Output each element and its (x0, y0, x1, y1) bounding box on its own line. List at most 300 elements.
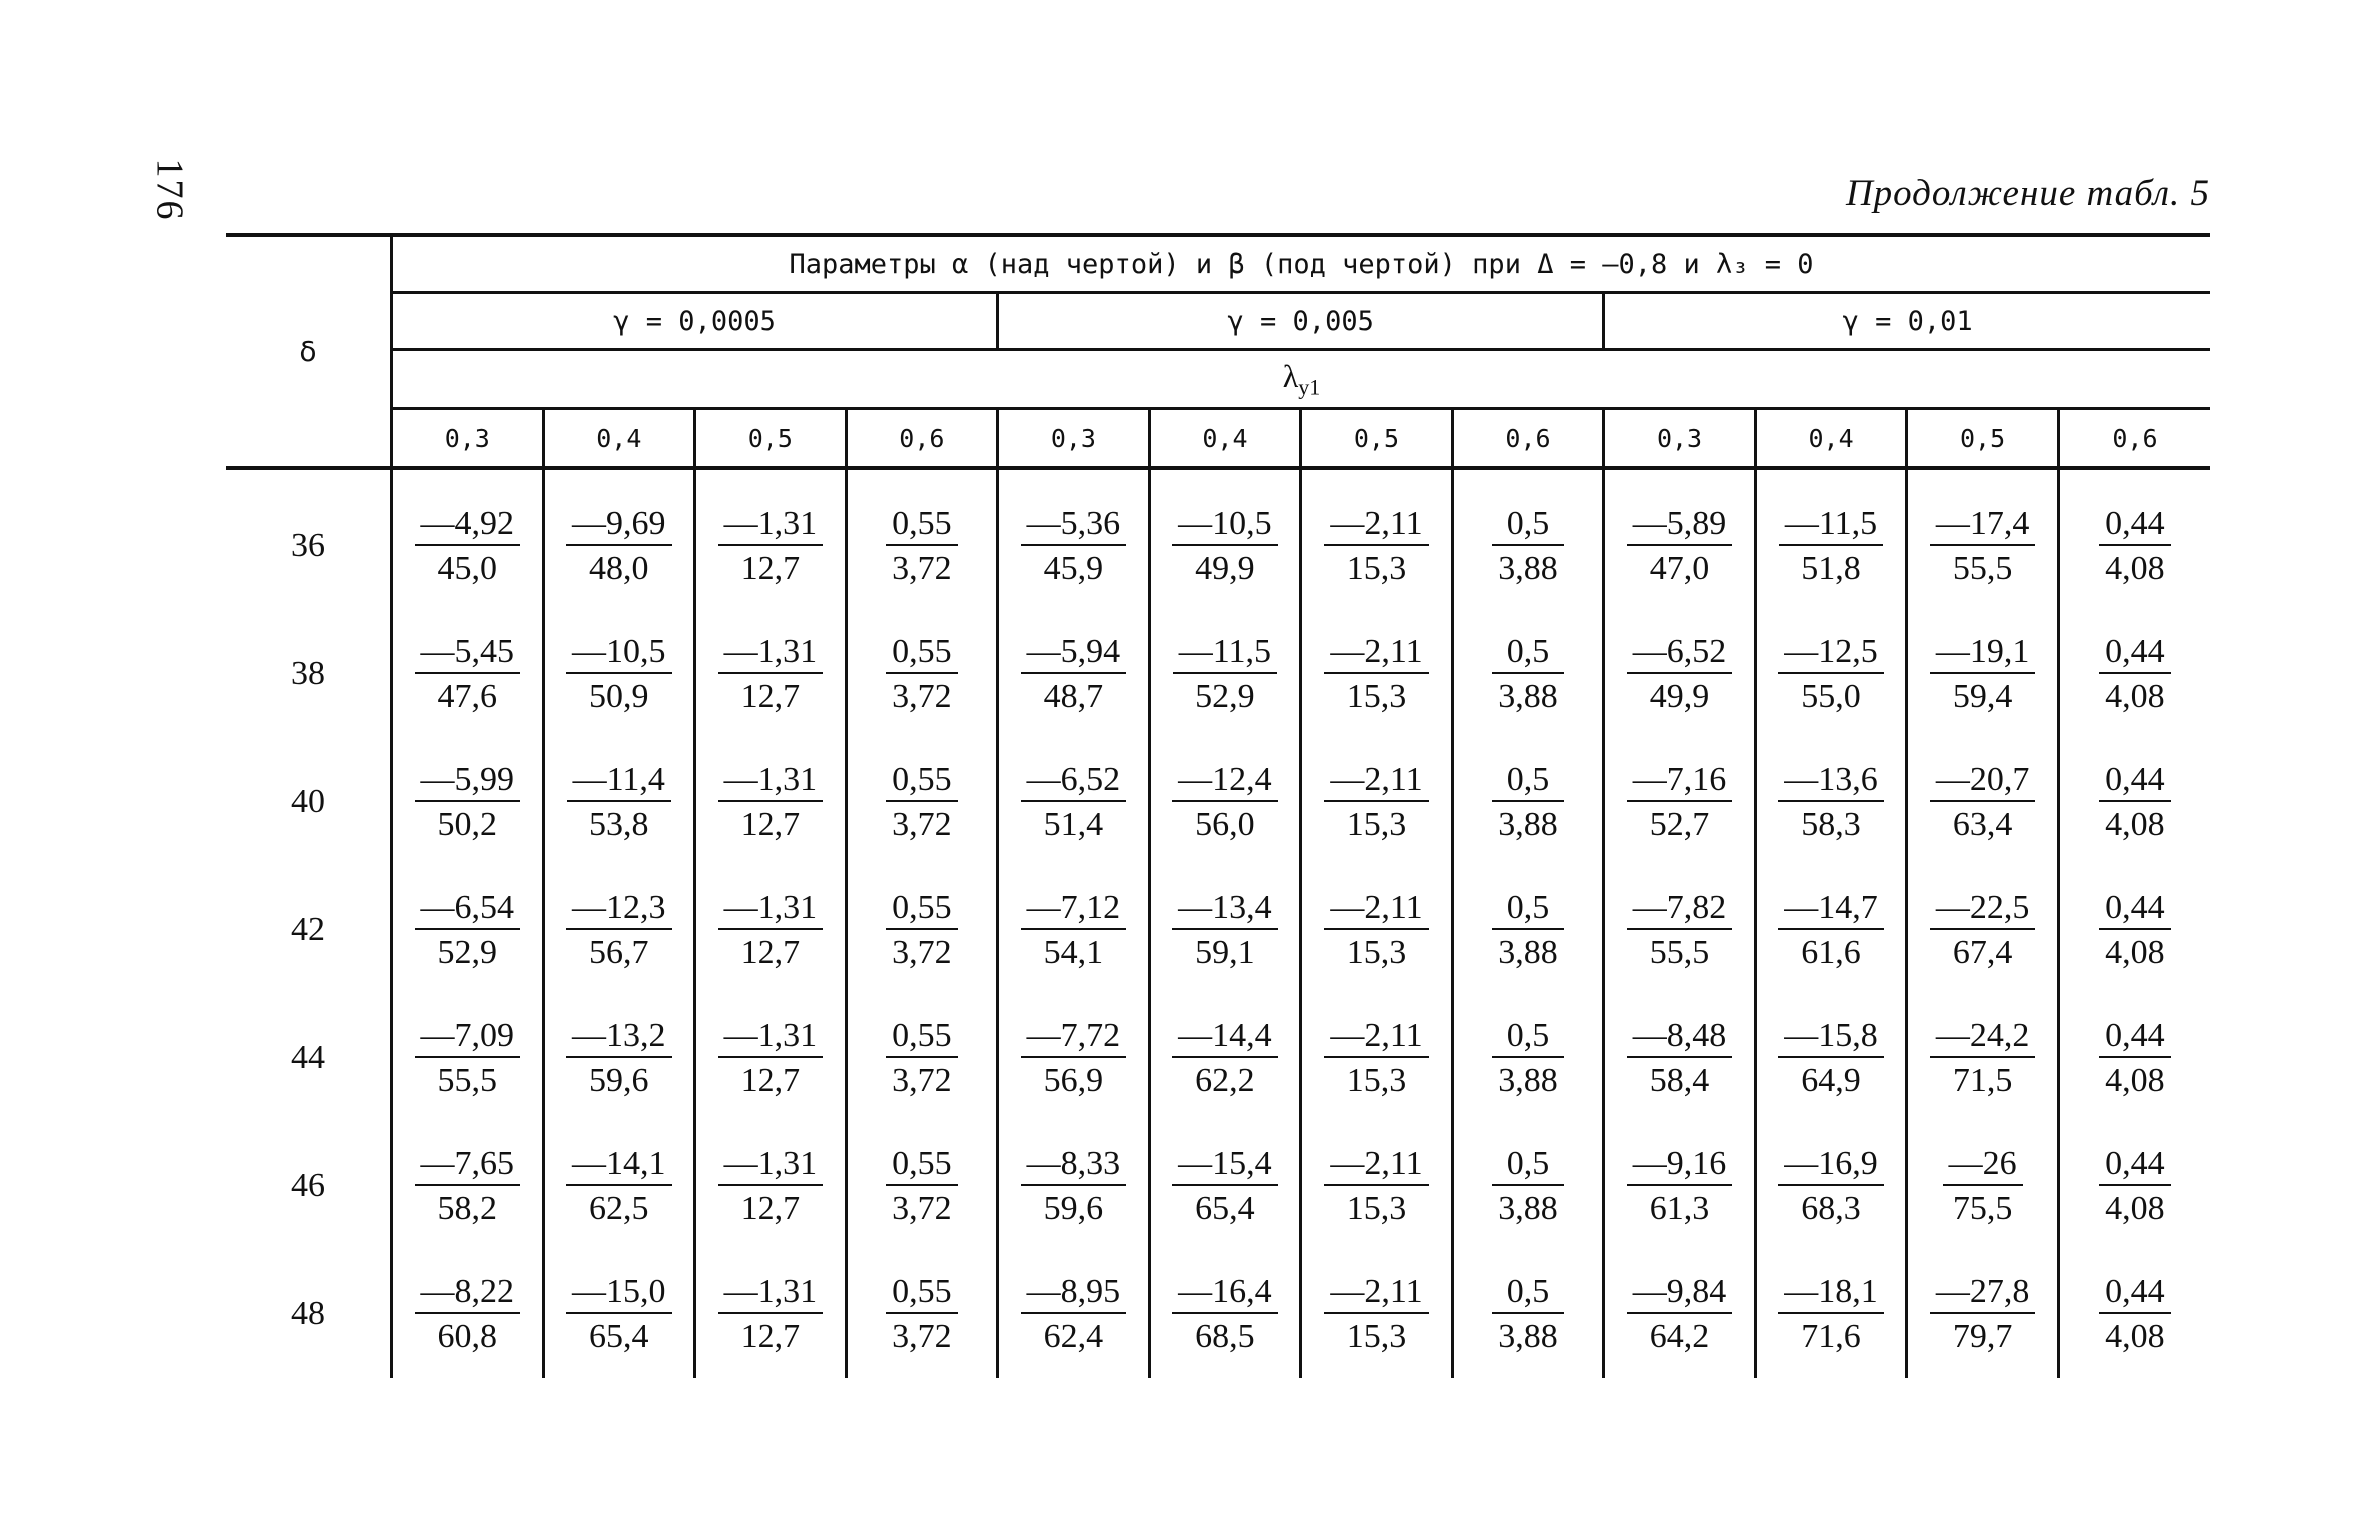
fraction (886, 1017, 958, 1100)
fraction (1930, 1017, 2036, 1100)
beta-value: 60,8 (437, 1318, 498, 1355)
alpha-value: —5,45 (415, 633, 521, 674)
fraction-cell (392, 866, 544, 994)
fraction-cell (1452, 468, 1604, 610)
beta-value: 3,72 (892, 550, 952, 587)
fraction (2099, 1017, 2171, 1100)
alpha-value: —9,84 (1627, 1273, 1733, 1314)
fraction (1324, 761, 1428, 844)
fraction (415, 889, 521, 972)
beta-value: 64,9 (1801, 1062, 1861, 1099)
beta-value: 4,08 (2105, 806, 2165, 843)
lambda-column-header: 0,5 (695, 409, 847, 469)
fraction-cell (392, 1122, 544, 1250)
fraction-cell (1604, 468, 1756, 610)
lambda-symbol: λ (1282, 357, 1299, 394)
fraction-cell (1301, 610, 1453, 738)
beta-value: 4,08 (2105, 1062, 2165, 1099)
alpha-value: —8,33 (1021, 1145, 1127, 1186)
alpha-value: —16,4 (1172, 1273, 1278, 1314)
delta-column-header: δ (226, 235, 392, 468)
beta-value: 67,4 (1952, 934, 2013, 971)
fraction (718, 633, 824, 716)
fraction (1627, 1145, 1733, 1228)
fraction (1778, 761, 1884, 844)
parameters-header: Параметры α (над чертой) и β (под чертой) при Δ = —0,8 и λ₃ = 0 (392, 235, 2211, 293)
fraction-cell (1755, 994, 1907, 1122)
alpha-value: —19,1 (1930, 633, 2036, 674)
fraction (1021, 761, 1127, 844)
fraction-cell (998, 610, 1150, 738)
beta-value: 3,72 (892, 806, 952, 843)
fraction-cell (1907, 994, 2059, 1122)
fraction (1021, 889, 1127, 972)
fraction-cell (1452, 1122, 1604, 1250)
fraction-cell (695, 1122, 847, 1250)
beta-value: 54,1 (1043, 934, 1104, 971)
beta-value: 3,88 (1498, 934, 1558, 971)
fraction-cell (1907, 738, 2059, 866)
fraction (1930, 889, 2036, 972)
alpha-value: 0,5 (1492, 505, 1564, 546)
fraction-cell (1604, 610, 1756, 738)
fraction (1943, 1145, 2023, 1228)
alpha-value: —15,4 (1172, 1145, 1278, 1186)
fraction-cell (1149, 1250, 1301, 1378)
table-row (226, 610, 2210, 738)
fraction (1492, 889, 1564, 972)
delta-value: 46 (226, 1122, 392, 1250)
beta-value: 49,9 (1195, 550, 1255, 587)
beta-value: 68,5 (1195, 1318, 1255, 1355)
table-row (226, 738, 2210, 866)
beta-value: 58,3 (1801, 806, 1861, 843)
alpha-value: —10,5 (1172, 505, 1278, 546)
fraction-cell (1907, 1250, 2059, 1378)
table-row (226, 866, 2210, 994)
gamma-group-header: γ = 0,0005 (392, 293, 998, 350)
fraction (1172, 1017, 1278, 1100)
fraction-cell (1149, 738, 1301, 866)
beta-value: 79,7 (1952, 1318, 2013, 1355)
alpha-value: —6,52 (1021, 761, 1127, 802)
fraction (1930, 761, 2036, 844)
beta-value: 3,72 (892, 1062, 952, 1099)
fraction-cell (1301, 1250, 1453, 1378)
delta-value: 42 (226, 866, 392, 994)
fraction-cell (1452, 1250, 1604, 1378)
beta-value: 52,9 (437, 934, 498, 971)
beta-value: 12,7 (740, 550, 801, 587)
fraction-cell (846, 994, 998, 1122)
fraction-cell (1907, 610, 2059, 738)
fraction (2099, 761, 2171, 844)
fraction-cell (998, 994, 1150, 1122)
alpha-value: —1,31 (718, 1017, 824, 1058)
alpha-value: —1,31 (718, 633, 824, 674)
alpha-value: —7,82 (1627, 889, 1733, 930)
fraction-cell (846, 866, 998, 994)
fraction (566, 1017, 672, 1100)
fraction (1779, 505, 1883, 588)
fraction (1172, 889, 1278, 972)
fraction-cell (1604, 1122, 1756, 1250)
fraction-cell (1755, 738, 1907, 866)
alpha-value: —2,11 (1324, 889, 1428, 930)
beta-value: 4,08 (2105, 550, 2165, 587)
beta-value: 12,7 (740, 934, 801, 971)
beta-value: 4,08 (2105, 678, 2165, 715)
lambda-column-header: 0,3 (998, 409, 1150, 469)
beta-value: 15,3 (1346, 1190, 1407, 1227)
fraction (1324, 1145, 1428, 1228)
beta-value: 15,3 (1346, 1318, 1407, 1355)
fraction (1324, 633, 1428, 716)
fraction (1627, 505, 1733, 588)
lambda-column-header: 0,5 (1907, 409, 2059, 469)
fraction-cell (1301, 468, 1453, 610)
fraction (1021, 1273, 1127, 1356)
beta-value: 50,9 (589, 678, 649, 715)
beta-value: 62,4 (1043, 1318, 1104, 1355)
alpha-value: —14,7 (1778, 889, 1884, 930)
alpha-value: —1,31 (718, 505, 824, 546)
gamma-group-header: γ = 0,005 (998, 293, 1604, 350)
alpha-value: —6,52 (1627, 633, 1733, 674)
alpha-value: 0,44 (2099, 1017, 2171, 1058)
beta-value: 15,3 (1346, 934, 1407, 971)
fraction (2099, 1273, 2171, 1356)
beta-value: 63,4 (1952, 806, 2013, 843)
alpha-value: 0,5 (1492, 889, 1564, 930)
fraction (1627, 633, 1733, 716)
fraction (1778, 889, 1884, 972)
fraction (1021, 505, 1127, 588)
alpha-value: —7,65 (415, 1145, 521, 1186)
beta-value: 59,6 (1043, 1190, 1104, 1227)
beta-value: 47,6 (437, 678, 498, 715)
fraction (1492, 1145, 1564, 1228)
fraction-cell (2058, 738, 2210, 866)
fraction-cell (392, 738, 544, 866)
fraction (718, 889, 824, 972)
table-row (226, 994, 2210, 1122)
fraction-cell (998, 468, 1150, 610)
lambda-column-header: 0,6 (846, 409, 998, 469)
fraction (1172, 761, 1278, 844)
fraction-cell (392, 610, 544, 738)
fraction-cell (1149, 468, 1301, 610)
beta-value: 68,3 (1801, 1190, 1861, 1227)
fraction (1627, 1273, 1733, 1356)
fraction (415, 1145, 521, 1228)
beta-value: 15,3 (1346, 550, 1407, 587)
lambda-header (392, 350, 2211, 409)
fraction-cell (2058, 468, 2210, 610)
fraction (2099, 505, 2171, 588)
beta-value: 56,7 (589, 934, 649, 971)
fraction-cell (846, 468, 998, 610)
fraction-cell (1755, 866, 1907, 994)
beta-value: 55,5 (1649, 934, 1710, 971)
fraction-cell (1452, 866, 1604, 994)
fraction-cell (1301, 866, 1453, 994)
fraction-cell (695, 738, 847, 866)
fraction (1492, 505, 1564, 588)
fraction (1778, 633, 1884, 716)
lambda-column-header: 0,4 (543, 409, 695, 469)
beta-value: 56,9 (1043, 1062, 1104, 1099)
fraction (566, 889, 672, 972)
fraction-cell (1907, 1122, 2059, 1250)
beta-value: 4,08 (2105, 1190, 2165, 1227)
beta-value: 52,9 (1195, 678, 1255, 715)
beta-value: 12,7 (740, 1318, 801, 1355)
beta-value: 3,72 (892, 678, 952, 715)
fraction-cell (1452, 610, 1604, 738)
fraction (718, 1017, 824, 1100)
lambda-column-header: 0,4 (1149, 409, 1301, 469)
fraction (886, 1273, 958, 1356)
alpha-value: —15,8 (1778, 1017, 1884, 1058)
fraction (718, 505, 824, 588)
fraction (1930, 505, 2036, 588)
beta-value: 15,3 (1346, 678, 1407, 715)
beta-value: 3,88 (1498, 1318, 1558, 1355)
alpha-value: —2,11 (1324, 633, 1428, 674)
table-row (226, 1122, 2210, 1250)
alpha-value: —1,31 (718, 889, 824, 930)
beta-value: 51,8 (1801, 550, 1861, 587)
fraction-cell (695, 610, 847, 738)
fraction-cell (2058, 610, 2210, 738)
lambda-column-header: 0,3 (444, 423, 490, 453)
alpha-value: 0,55 (886, 1017, 958, 1058)
alpha-value: —7,12 (1021, 889, 1127, 930)
fraction-cell (998, 738, 1150, 866)
fraction-cell (1755, 610, 1907, 738)
delta-value: 40 (226, 738, 392, 866)
fraction-cell (1907, 866, 2059, 994)
fraction (1172, 1145, 1278, 1228)
table-row (226, 468, 2210, 610)
alpha-value: —5,36 (1021, 505, 1127, 546)
beta-value: 50,2 (437, 806, 498, 843)
alpha-value: —1,31 (718, 1145, 824, 1186)
alpha-value: —7,72 (1021, 1017, 1127, 1058)
beta-value: 12,7 (740, 1062, 801, 1099)
alpha-value: 0,44 (2099, 761, 2171, 802)
alpha-value: —16,9 (1778, 1145, 1884, 1186)
beta-value: 65,4 (589, 1318, 649, 1355)
fraction-cell (543, 468, 695, 610)
fraction (718, 761, 824, 844)
beta-value: 62,5 (589, 1190, 649, 1227)
alpha-value: 0,55 (886, 633, 958, 674)
fraction-cell (1604, 1250, 1756, 1378)
beta-value: 48,0 (589, 550, 649, 587)
lambda-column-header: 0,6 (1452, 409, 1604, 469)
fraction (1627, 1017, 1733, 1100)
fraction (1021, 1145, 1127, 1228)
fraction (886, 633, 958, 716)
alpha-value: 0,5 (1492, 1017, 1564, 1058)
lambda-column-header: 0,4 (1755, 409, 1907, 469)
alpha-value: —5,89 (1627, 505, 1733, 546)
beta-value: 64,2 (1649, 1318, 1710, 1355)
alpha-value: 0,44 (2099, 889, 2171, 930)
gamma-group-header: γ = 0,01 (1604, 293, 2210, 350)
beta-value: 4,08 (2105, 934, 2165, 971)
beta-value: 65,4 (1195, 1190, 1255, 1227)
beta-value: 52,7 (1649, 806, 1710, 843)
alpha-value: 0,55 (886, 889, 958, 930)
delta-value: 48 (226, 1250, 392, 1378)
alpha-value: 0,5 (1492, 633, 1564, 674)
alpha-value: —1,31 (718, 761, 824, 802)
alpha-value: —26 (1943, 1145, 2023, 1186)
alpha-value: —12,3 (566, 889, 672, 930)
beta-value: 3,88 (1498, 806, 1558, 843)
fraction (566, 1145, 672, 1228)
fraction (566, 633, 672, 716)
fraction-cell (1149, 1122, 1301, 1250)
fraction-cell (1301, 738, 1453, 866)
delta-value: 38 (226, 610, 392, 738)
fraction (1172, 505, 1278, 588)
fraction-cell (543, 1122, 695, 1250)
alpha-value: 0,55 (886, 761, 958, 802)
fraction (1021, 633, 1127, 716)
fraction (2099, 633, 2171, 716)
fraction (1324, 1017, 1428, 1100)
alpha-value: —15,0 (566, 1273, 672, 1314)
fraction-cell (1452, 994, 1604, 1122)
fraction (415, 1017, 521, 1100)
beta-value: 3,88 (1498, 1190, 1558, 1227)
beta-value: 12,7 (740, 806, 801, 843)
beta-value: 3,72 (892, 934, 952, 971)
alpha-value: —2,11 (1324, 1273, 1428, 1314)
fraction-cell (1604, 738, 1756, 866)
beta-value: 47,0 (1649, 550, 1710, 587)
fraction-cell (543, 994, 695, 1122)
fraction-cell (2058, 1250, 2210, 1378)
alpha-value: 0,55 (886, 1273, 958, 1314)
fraction (2099, 889, 2171, 972)
fraction-cell (2058, 994, 2210, 1122)
alpha-value: —2,11 (1324, 761, 1428, 802)
alpha-value: —12,5 (1778, 633, 1884, 674)
beta-value: 58,4 (1649, 1062, 1710, 1099)
beta-value: 58,2 (437, 1190, 498, 1227)
beta-value: 45,9 (1043, 550, 1104, 587)
fraction (1324, 505, 1428, 588)
fraction (1930, 1273, 2036, 1356)
column-header-row (226, 409, 2210, 469)
alpha-value: —5,99 (415, 761, 521, 802)
fraction (886, 761, 958, 844)
fraction-cell (1452, 738, 1604, 866)
alpha-value: —9,69 (566, 505, 672, 546)
fraction (2099, 1145, 2171, 1228)
fraction-cell (2058, 866, 2210, 994)
alpha-value: —2,11 (1324, 1145, 1428, 1186)
alpha-value: —11,4 (567, 761, 671, 802)
fraction-cell (1149, 610, 1301, 738)
beta-value: 15,3 (1346, 1062, 1407, 1099)
beta-value: 3,88 (1498, 1062, 1558, 1099)
delta-value: 44 (226, 994, 392, 1122)
fraction-cell (1907, 468, 2059, 610)
fraction-cell (392, 994, 544, 1122)
table-body (226, 468, 2210, 1378)
alpha-value: —6,54 (415, 889, 521, 930)
parameters-table (226, 233, 2210, 1378)
fraction (1172, 1273, 1278, 1356)
fraction (415, 1273, 521, 1356)
fraction-cell (392, 1250, 544, 1378)
beta-value: 71,6 (1801, 1318, 1861, 1355)
beta-value: 59,4 (1952, 678, 2013, 715)
fraction (1778, 1145, 1884, 1228)
alpha-value: —27,8 (1930, 1273, 2036, 1314)
beta-value: 3,88 (1498, 678, 1558, 715)
fraction (886, 505, 958, 588)
fraction (1492, 1273, 1564, 1356)
alpha-value: —1,31 (718, 1273, 824, 1314)
alpha-value: —20,7 (1930, 761, 2036, 802)
beta-value: 75,5 (1952, 1190, 2013, 1227)
beta-value: 55,5 (437, 1062, 498, 1099)
beta-value: 56,0 (1195, 806, 1255, 843)
fraction (718, 1145, 824, 1228)
alpha-value: —24,2 (1930, 1017, 2036, 1058)
fraction-cell (1604, 866, 1756, 994)
beta-value: 62,2 (1195, 1062, 1255, 1099)
beta-value: 59,1 (1195, 934, 1255, 971)
fraction (1324, 889, 1428, 972)
beta-value: 53,8 (589, 806, 649, 843)
fraction (1492, 1017, 1564, 1100)
beta-value: 71,5 (1952, 1062, 2013, 1099)
fraction-cell (1301, 1122, 1453, 1250)
fraction-cell (1755, 1122, 1907, 1250)
beta-value: 3,72 (892, 1318, 952, 1355)
fraction-cell (846, 738, 998, 866)
fraction (886, 889, 958, 972)
alpha-value: —4,92 (415, 505, 521, 546)
fraction (567, 761, 671, 844)
alpha-value: 0,44 (2099, 1145, 2171, 1186)
fraction (1627, 889, 1733, 972)
beta-value: 4,08 (2105, 1318, 2165, 1355)
fraction-cell (2058, 1122, 2210, 1250)
alpha-value: —8,95 (1021, 1273, 1127, 1314)
beta-value: 15,3 (1346, 806, 1407, 843)
table-continuation-caption: Продолжение табл. 5 (1845, 173, 2210, 214)
fraction-cell (1755, 468, 1907, 610)
alpha-value: —9,16 (1627, 1145, 1733, 1186)
fraction (886, 1145, 958, 1228)
alpha-value: 0,5 (1492, 1145, 1564, 1186)
fraction-cell (543, 610, 695, 738)
fraction (1173, 633, 1277, 716)
beta-value: 12,7 (740, 678, 801, 715)
lambda-column-header: 0,6 (2058, 409, 2210, 469)
beta-value: 49,9 (1649, 678, 1710, 715)
alpha-value: —17,4 (1930, 505, 2036, 546)
